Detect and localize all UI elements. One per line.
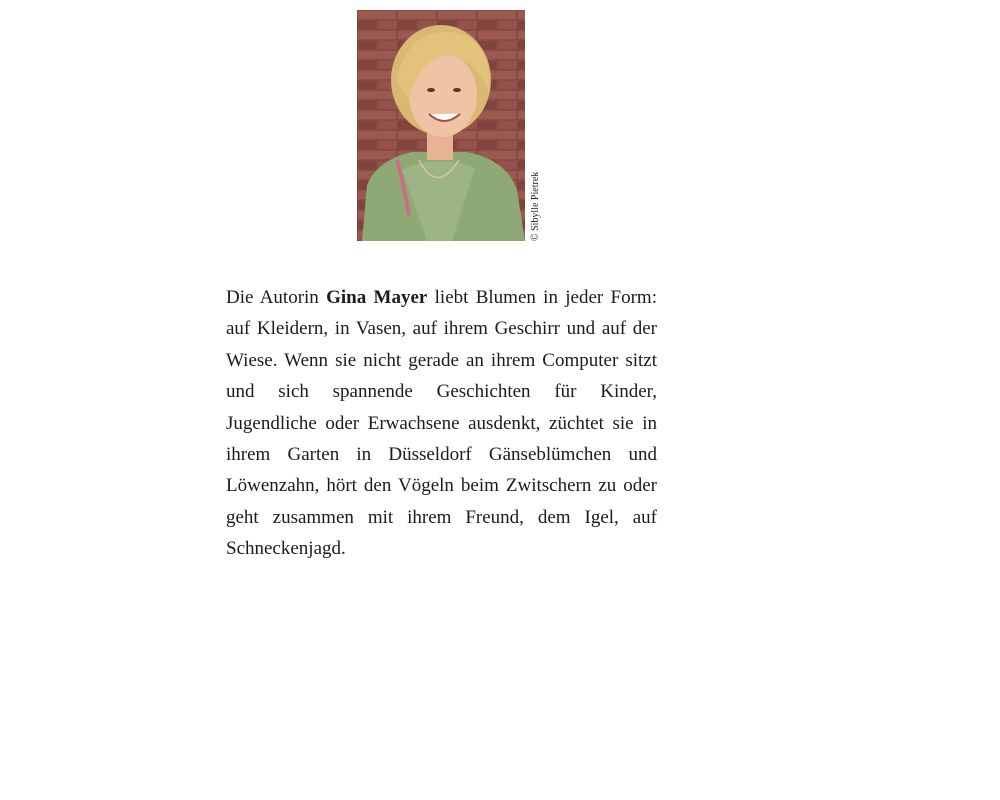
bio-lead: Die Autorin	[226, 287, 327, 308]
bio-text: liebt Blumen in jeder Form: auf Kleidern, in Vasen, auf ihrem Geschirr und auf der Wiese. Wenn sie nicht gerade an ihrem Computer sitzt und sich spannende Geschichten für Kinder, Jugendliche oder Erwachsene ausdenkt, züchtet sie in ihrem Garten in Düsseldorf Gänseblümchen und Löwenzahn, hört den Vögeln beim Zwitschern zu oder geht zusammen mit ihrem Freund, dem Igel, auf Schneckenjagd.	[226, 287, 657, 560]
photo-credit: © Sibylle Pietrek	[530, 171, 541, 241]
author-photo	[357, 10, 525, 241]
author-name: Gina Mayer	[326, 287, 428, 308]
author-bio	[226, 282, 657, 565]
